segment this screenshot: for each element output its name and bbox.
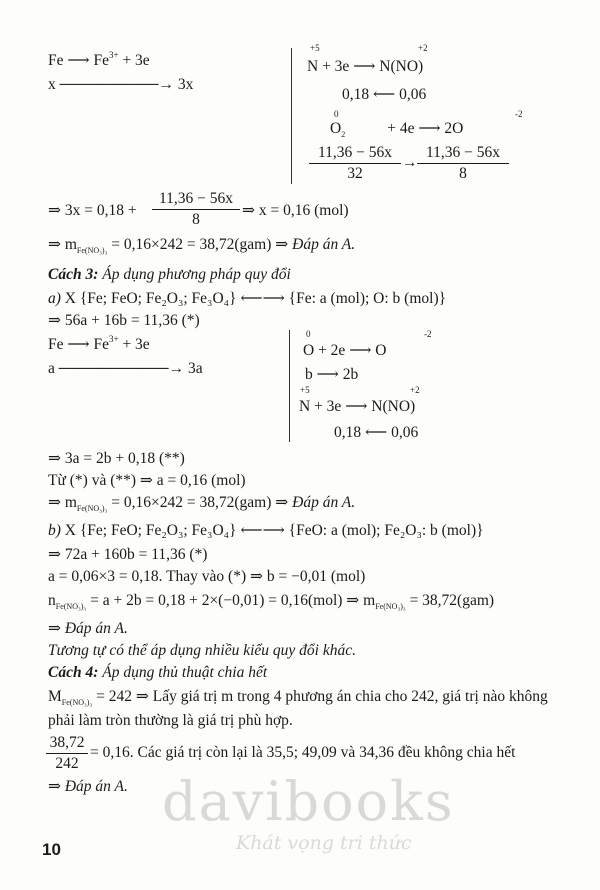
watermark-slogan: Khát vọng tri thức [236, 832, 412, 854]
answer-line: ⇒ Đáp án A. [48, 620, 128, 637]
fe-mole-relation: x ─────────→ 3x [48, 76, 194, 93]
column-divider [289, 330, 290, 442]
fraction-calc: 11,36 − 56x 8 [152, 190, 240, 229]
division-check-line: = 0,16. Các giá trị còn lại là 35,5; 49,09 và 34,36 đều không chia hết [90, 744, 516, 761]
fe-oxidation-equation: Fe ⟶ $Fe^{3+} + 3e$ [48, 50, 150, 69]
o-reduction-equation: O + 2e ⟶ O [303, 342, 387, 359]
fraction-division-check: 38,72 242 [46, 734, 88, 773]
equation-solve-b: a = 0,06×3 = 0,18. Thay vào (*) ⇒ b = −0,01 (mol) [48, 568, 366, 585]
moles-result-line: $n_{Fe(NO_3)_3} = a + 2b = 0,18 + 2\times(-0,01) = 0,16(mol)$ ⇒ $m_{Fe(NO_3)_3} = 38,72(gam)$ [48, 592, 495, 611]
page-number: 10 [42, 840, 61, 859]
n-reduction-equation: N + 3e ⟶ N(NO) [299, 398, 416, 415]
oxidation-state-label: +5 [300, 385, 310, 395]
answer-line: ⇒ Đáp án A. [48, 778, 128, 795]
oxidation-state-label: 0 [306, 329, 311, 339]
equation-solve-x: ⇒ 3x = 0,18 + [48, 202, 137, 219]
method-3b-conversion: b) X {Fe; FeO; Fe₂O₃; Fe₃O₄} ⟵⟶ {FeO: a (mol); Fe₂O₃: b (mol)} [48, 522, 484, 539]
oxidation-state-label: +5 [310, 43, 320, 53]
oxidation-state-label: -2 [515, 109, 523, 119]
mass-result-line: ⇒ $m_{Fe(NO_3)_3} = 0,16\times 242 = 38,72(gam)$ ⇒ Đáp án A. [48, 494, 356, 513]
method-3a-conversion: a) X {Fe; FeO; Fe₂O₃; Fe₃O₄} ⟵⟶ {Fe: a (mol); O: b (mol)} [48, 290, 447, 307]
o-reduction-equation: $O_2 + 4e$ ⟶ 2O [330, 120, 464, 139]
oxidation-state-label: +2 [418, 43, 428, 53]
n-mole-relation: 0,18 ⟵ 0,06 [334, 424, 419, 441]
molar-mass-line-continued: phải làm tròn thường là giá trị phù hợp. [48, 712, 293, 729]
column-divider [291, 48, 292, 184]
method-3-note: Tương tự có thể áp dụng nhiều kiểu quy đổi khác. [48, 642, 356, 659]
fraction-electron-moles: 11,36 − 56x 8 [417, 144, 509, 183]
mass-result-line: ⇒ $m_{Fe(NO_3)_3} = 0,16\times 242 = 38,72(gam)$ ⇒ Đáp án A. [48, 236, 356, 255]
oxidation-state-label: -2 [424, 329, 432, 339]
method-3-heading: Cách 3: Áp dụng phương pháp quy đổi [48, 266, 291, 283]
oxidation-state-label: 0 [334, 109, 339, 119]
fraction-o2-moles: 11,36 − 56x 32 [309, 144, 401, 183]
fe-oxidation-equation: Fe ⟶ $Fe^{3+} + 3e$ [48, 334, 150, 353]
molar-mass-line: $M_{Fe(NO_3)_3} = 242$ ⇒ Lấy giá trị m trong 4 phương án chia cho 242, giá trị nào không [48, 688, 548, 707]
o-mole-relation: b ⟶ 2b [305, 366, 359, 383]
equation-solve-x-result: ⇒ x = 0,16 (mol) [242, 202, 349, 219]
arrow-glyph: → [402, 154, 418, 171]
equation-star: ⇒ 72a + 160b = 11,36 (*) [48, 546, 208, 563]
watermark-brand: davibooks [162, 770, 455, 833]
equation-double-star: ⇒ 3a = 2b + 0,18 (**) [48, 450, 185, 467]
equation-solve-a: Từ (*) và (**) ⇒ a = 0,16 (mol) [48, 472, 246, 489]
n-mole-relation: 0,18 ⟵ 0,06 [342, 86, 427, 103]
fe-mole-relation: a ──────────→ 3a [48, 360, 203, 377]
method-4-heading: Cách 4: Áp dụng thủ thuật chia hết [48, 664, 268, 681]
oxidation-state-label: +2 [410, 385, 420, 395]
n-reduction-equation: N + 3e ⟶ N(NO) [307, 58, 424, 75]
equation-star: ⇒ 56a + 16b = 11,36 (*) [48, 312, 200, 329]
